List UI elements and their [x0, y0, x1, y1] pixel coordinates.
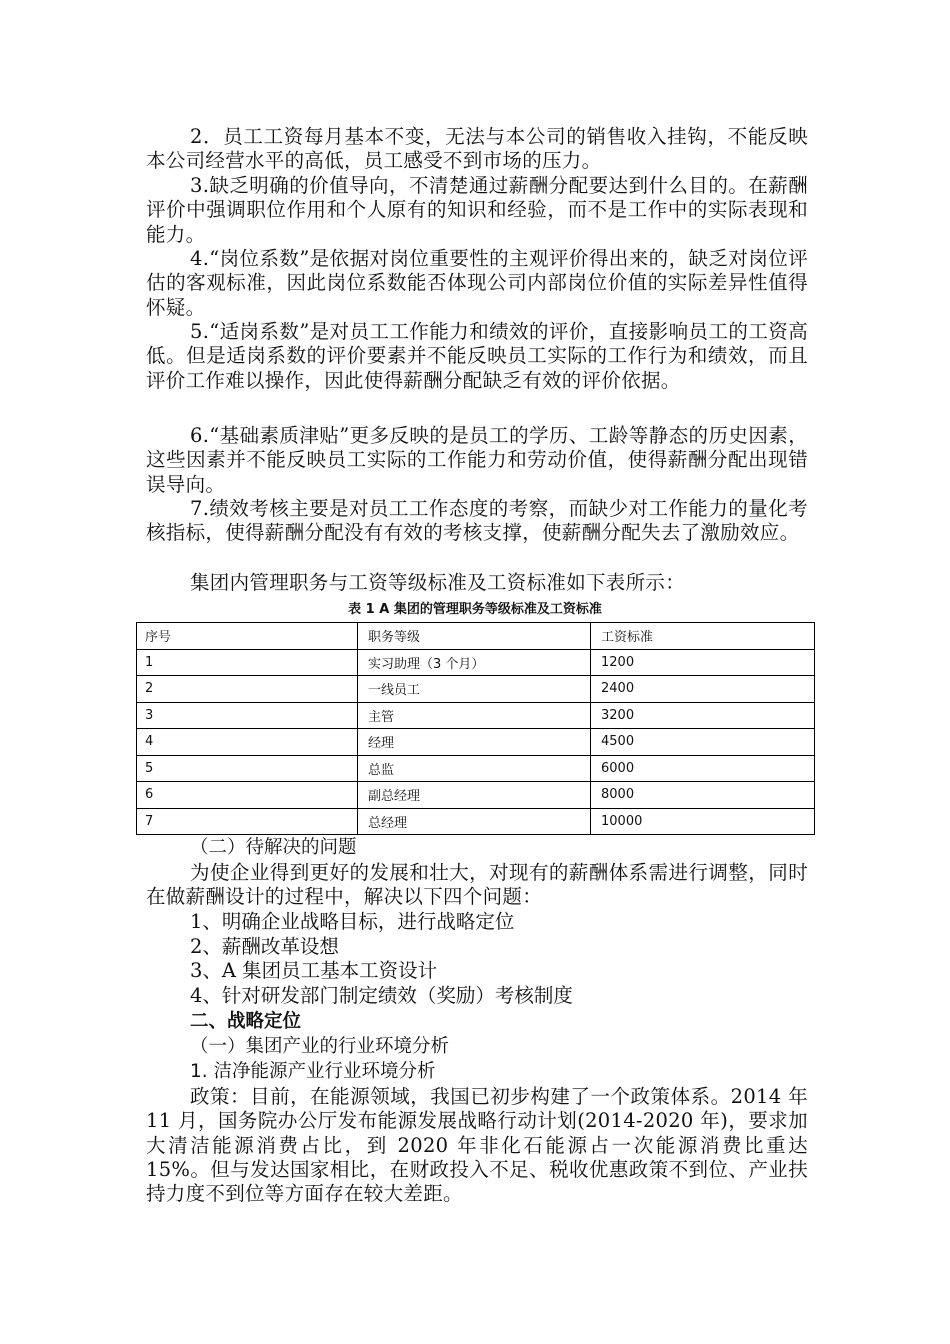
- header-position: 职务等级: [358, 623, 591, 650]
- header-index: 序号: [137, 623, 358, 650]
- cell-position: 总监: [358, 755, 591, 782]
- paragraph-5: 5.“适岗系数”是对员工工作能力和绩效的评价，直接影响员工的工资高低。但是适岗系数的评价要素并不能反映员工实际的工作行为和绩效，而且评价工作难以操作，因此使得薪酬分配缺乏有效的评价依据。: [146, 320, 808, 392]
- paragraph-2: 2．员工工资每月基本不变，无法与本公司的销售收入挂钩，不能反映本公司经营水平的高低，员工感受不到市场的压力。: [146, 125, 808, 173]
- cell-position: 主管: [358, 702, 591, 729]
- cell-position: 一线员工: [358, 676, 591, 703]
- cell-index: 2: [137, 676, 358, 703]
- header-salary: 工资标准: [591, 623, 815, 650]
- cell-index: 4: [137, 729, 358, 756]
- problem-item-4: 4、针对研发部门制定绩效（奖励）考核制度: [190, 984, 573, 1007]
- table-row: [137, 676, 815, 703]
- policy-paragraph: 政策：目前，在能源领域，我国已初步构建了一个政策体系。2014 年 11 月，国务院办公厅发布能源发展战略行动计划(2014-2020 年)，要求加大清洁能源消费占比，到 2020 年非化石能源占一次能源消费比重达 15%。但与发达国家相比，在财政投入不足、税收优惠政策不到位、产业扶持力度不到位等方面存在较大差距。: [146, 1085, 808, 1206]
- cell-position: 总经理: [358, 808, 591, 835]
- cell-salary: 1200: [591, 649, 815, 676]
- paragraph-4: 4.“岗位系数”是依据对岗位重要性的主观评价得出来的，缺乏对岗位评估的客观标准，因此岗位系数能否体现公司内部岗位价值的实际差异性值得怀疑。: [146, 247, 808, 319]
- table-header-row: [137, 623, 815, 650]
- cell-position: 副总经理: [358, 782, 591, 809]
- cell-index: 1: [137, 649, 358, 676]
- table-row: [137, 782, 815, 809]
- cell-salary: 2400: [591, 676, 815, 703]
- cell-index: 7: [137, 808, 358, 835]
- section-heading-problems: （二）待解决的问题: [190, 837, 357, 858]
- table-row: [137, 649, 815, 676]
- section-heading-strategy: 二、战略定位: [190, 1011, 302, 1032]
- paragraph-6: 6.“基础素质津贴”更多反映的是员工的学历、工龄等静态的历史因素，这些因素并不能反映员工实际的工作能力和劳动价值，使得薪酬分配出现错误导向。: [146, 424, 808, 496]
- cell-position: 经理: [358, 729, 591, 756]
- cell-salary: 6000: [591, 755, 815, 782]
- subsection-heading-industry: （一）集团产业的行业环境分析: [190, 1036, 450, 1057]
- salary-table: [136, 622, 815, 835]
- paragraph-3: 3.缺乏明确的价值导向，不清楚通过薪酬分配要达到什么目的。在薪酬评价中强调职位作用和个人原有的知识和经验，而不是工作中的实际表现和能力。: [146, 174, 808, 246]
- cell-index: 5: [137, 755, 358, 782]
- cell-salary: 8000: [591, 782, 815, 809]
- paragraph-7: 7.绩效考核主要是对员工工作态度的考察，而缺少对工作能力的量化考核指标，使得薪酬分配没有有效的考核支撑，使薪酬分配失去了激励效应。: [146, 497, 808, 545]
- cell-salary: 10000: [591, 808, 815, 835]
- subsection-heading-clean-energy: 1. 洁净能源产业行业环境分析: [190, 1061, 436, 1082]
- cell-salary: 3200: [591, 702, 815, 729]
- cell-index: 3: [137, 702, 358, 729]
- problem-item-2: 2、薪酬改革设想: [190, 935, 339, 958]
- problem-item-3: 3、A 集团员工基本工资设计: [190, 959, 438, 982]
- table-intro: 集团内管理职务与工资等级标准及工资标准如下表所示：: [190, 571, 686, 594]
- table-row: [137, 755, 815, 782]
- table-caption: 表 1 A 集团的管理职务等级标准及工资标准: [348, 602, 602, 617]
- table-row: [137, 808, 815, 835]
- problem-item-1: 1、明确企业战略目标，进行战略定位: [190, 910, 515, 933]
- table-row: [137, 729, 815, 756]
- cell-index: 6: [137, 782, 358, 809]
- problems-intro: 为使企业得到更好的发展和壮大，对现有的薪酬体系需进行调整，同时在做薪酬设计的过程中，解决以下四个问题：: [146, 861, 808, 909]
- cell-position: 实习助理（3 个月）: [358, 649, 591, 676]
- cell-salary: 4500: [591, 729, 815, 756]
- table-row: [137, 702, 815, 729]
